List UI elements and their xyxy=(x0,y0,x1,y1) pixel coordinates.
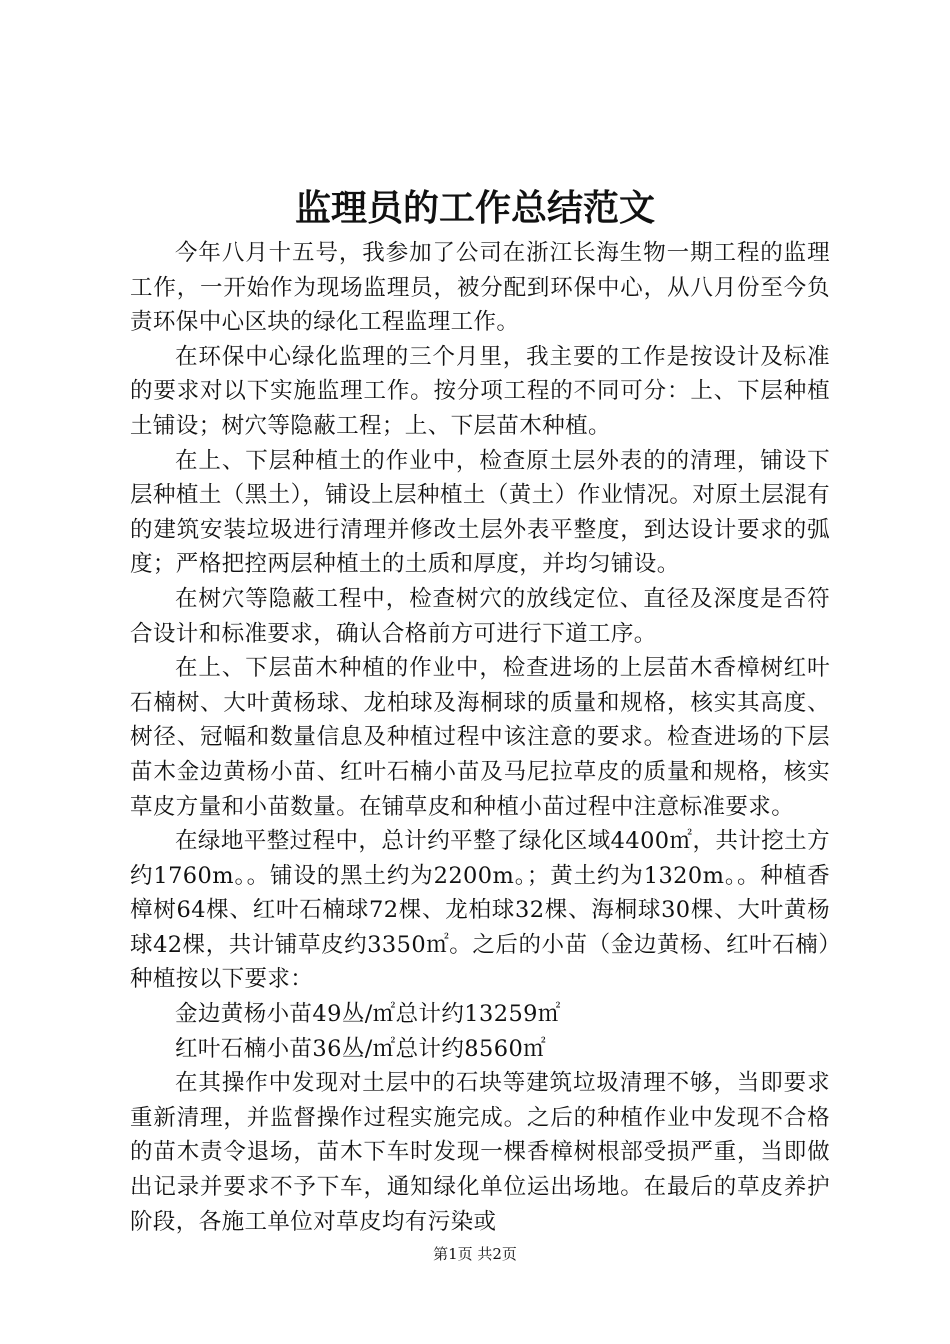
paragraph-4: 在树穴等隐蔽工程中，检查树穴的放线定位、直径及深度是否符合设计和标准要求，确认合格前方可进行下道工序。 xyxy=(130,585,830,647)
paragraph-7: 金边黄杨小苗49丛/㎡总计约13259㎡ xyxy=(175,1001,561,1028)
paragraph-6: 在绿地平整过程中，总计约平整了绿化区域4400㎡，共计挖土方约1760m。。铺设的黑土约为2200m。；黄土约为1320m。。种植香樟树64棵、红叶石楠球72棵、龙柏球32棵、海桐球30棵、大叶黄杨球42棵，共计铺草皮约3350㎡。之后的小苗（金边黄杨、红叶石楠）种植按以下要求： xyxy=(130,828,830,993)
page-title: 监理员的工作总结范文 xyxy=(294,188,655,229)
paragraph-2: 在环保中心绿化监理的三个月里，我主要的工作是按设计及标准的要求对以下实施监理工作。按分项工程的不同可分：上、下层种植土铺设；树穴等隐蔽工程；上、下层苗木种植。 xyxy=(130,343,830,439)
document-body xyxy=(130,236,830,1239)
page-footer: 第1页 共2页 xyxy=(433,1245,517,1263)
paragraph-3: 在上、下层种植土的作业中，检查原土层外表的的清理，铺设下层种植土（黑土），铺设上层种植土（黄土）作业情况。对原土层混有的建筑安装垃圾进行清理并修改土层外表平整度，到达设计要求的弧度；严格把控两层种植土的土质和厚度，并均匀铺设。 xyxy=(130,447,830,578)
paragraph-1: 今年八月十五号，我参加了公司在浙江长海生物一期工程的监理工作，一开始作为现场监理员，被分配到环保中心，从八月份至今负责环保中心区块的绿化工程监理工作。 xyxy=(130,240,830,336)
paragraph-9: 在其操作中发现对土层中的石块等建筑垃圾清理不够，当即要求重新清理，并监督操作过程实施完成。之后的种植作业中发现不合格的苗木责令退场，苗木下车时发现一棵香樟树根部受损严重，当即做出记录并要求不予下车，通知绿化单位运出场地。在最后的草皮养护阶段，各施工单位对草皮均有污染或 xyxy=(130,1070,830,1235)
paragraph-8: 红叶石楠小苗36丛/㎡总计约8560㎡ xyxy=(175,1035,547,1062)
paragraph-5: 在上、下层苗木种植的作业中，检查进场的上层苗木香樟树红叶石楠树、大叶黄杨球、龙柏球及海桐球的质量和规格，核实其高度、树径、冠幅和数量信息及种植过程中该注意的要求。检查进场的下层苗木金边黄杨小苗、红叶石楠小苗及马尼拉草皮的质量和规格，核实草皮方量和小苗数量。在铺草皮和种植小苗过程中注意标准要求。 xyxy=(130,655,830,820)
